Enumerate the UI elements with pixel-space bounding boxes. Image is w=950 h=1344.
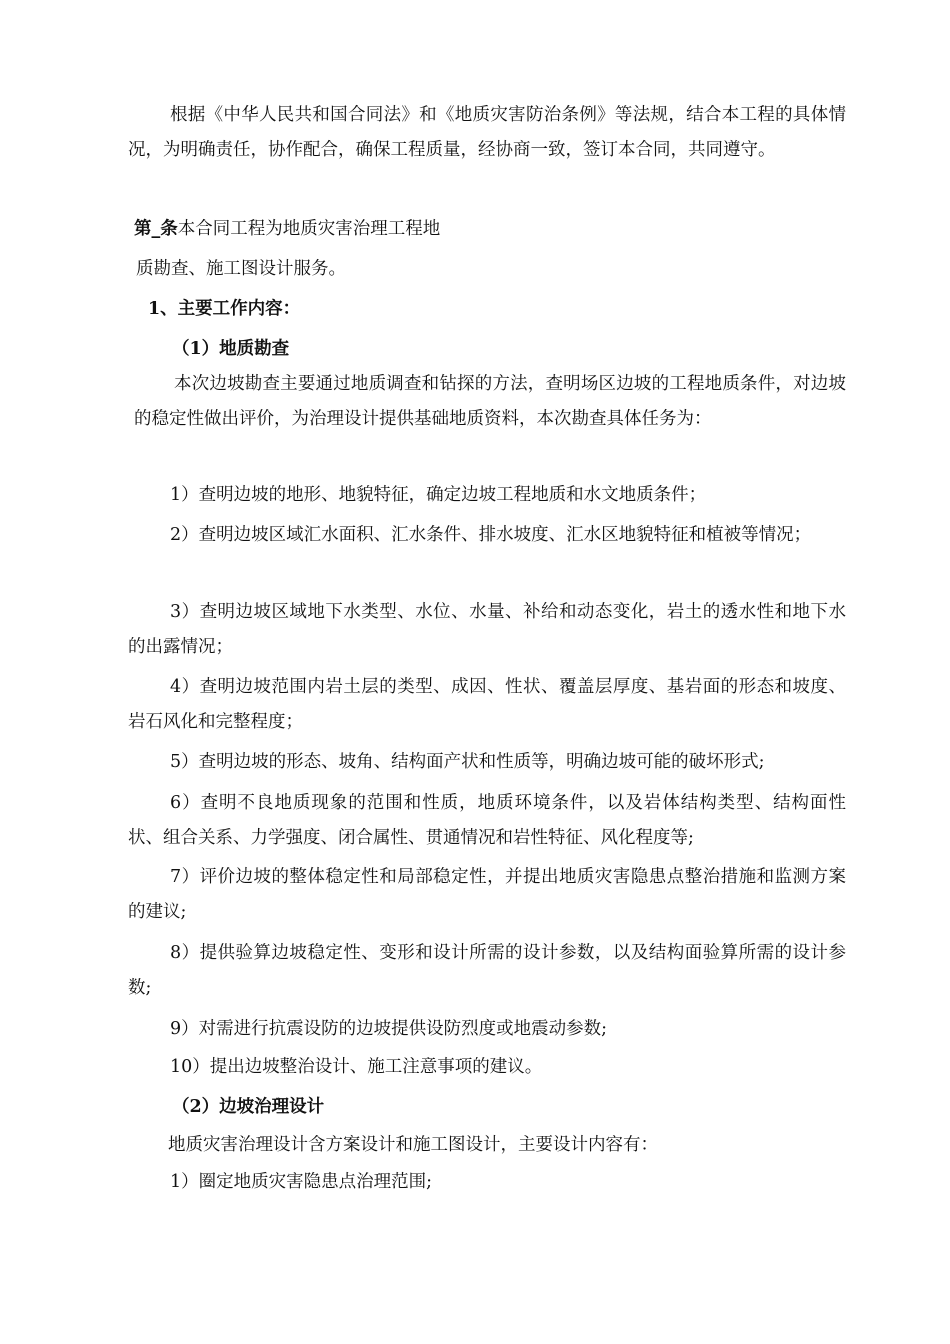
intro-paragraph: 根据《中华人民共和国合同法》和《地质灾害防治条例》等法规，结合本工程的具体情况，为明确责任，协作配合，确保工程质量，经协商一致，签订本合同，共同遵守。 <box>128 105 846 160</box>
design-item: 1）圈定地质灾害隐患点治理范围; <box>170 1172 433 1192</box>
article-clause <box>134 212 852 247</box>
task-item: 7）评价边坡的整体稳定性和局部稳定性，并提出地质灾害隐患点整治措施和监测方案的建议; <box>128 867 846 922</box>
task-item: 2）查明边坡区域汇水面积、汇水条件、排水坡度、汇水区地貌特征和植被等情况； <box>170 525 812 545</box>
sub2-heading: （2）边坡治理设计 <box>172 1097 325 1117</box>
task-item: 8）提供验算边坡稳定性、变形和设计所需的设计参数，以及结构面验算所需的设计参数; <box>128 943 846 998</box>
article-line1: 本合同工程为地质灾害治理工程地 <box>177 219 441 239</box>
article-line2: 质勘查、施工图设计服务。 <box>136 259 346 279</box>
task-item: 6）查明不良地质现象的范围和性质，地质环境条件，以及岩体结构类型、结构面性状、组合关系、力学强度、闭合属性、贯通情况和岩性特征、风化程度等; <box>128 793 846 848</box>
task-item: 9）对需进行抗震设防的边坡提供设防烈度或地震动参数; <box>170 1019 608 1039</box>
task-item: 1）查明边坡的地形、地貌特征，确定边坡工程地质和水文地质条件； <box>170 485 707 505</box>
sub1-heading: （1）地质勘查 <box>172 339 290 359</box>
sub1-intro: 本次边坡勘查主要通过地质调查和钻探的方法，查明场区边坡的工程地质条件，对边坡的稳定性做出评价，为治理设计提供基础地质资料，本次勘查具体任务为： <box>134 374 846 429</box>
section1-heading: 1、主要工作内容： <box>148 299 301 319</box>
article-label: 第_条 <box>134 219 178 239</box>
task-item: 10）提出边坡整治设计、施工注意事项的建议。 <box>170 1057 543 1077</box>
task-item: 4）查明边坡范围内岩土层的类型、成因、性状、覆盖层厚度、基岩面的形态和坡度、岩石风化和完整程度； <box>128 677 846 732</box>
task-item: 3）查明边坡区域地下水类型、水位、水量、补给和动态变化，岩土的透水性和地下水的出露情况； <box>128 602 846 657</box>
task-item: 5）查明边坡的形态、坡角、结构面产状和性质等，明确边坡可能的破坏形式; <box>170 752 765 772</box>
sub2-intro: 地质灾害治理设计含方案设计和施工图设计，主要设计内容有： <box>168 1135 658 1155</box>
